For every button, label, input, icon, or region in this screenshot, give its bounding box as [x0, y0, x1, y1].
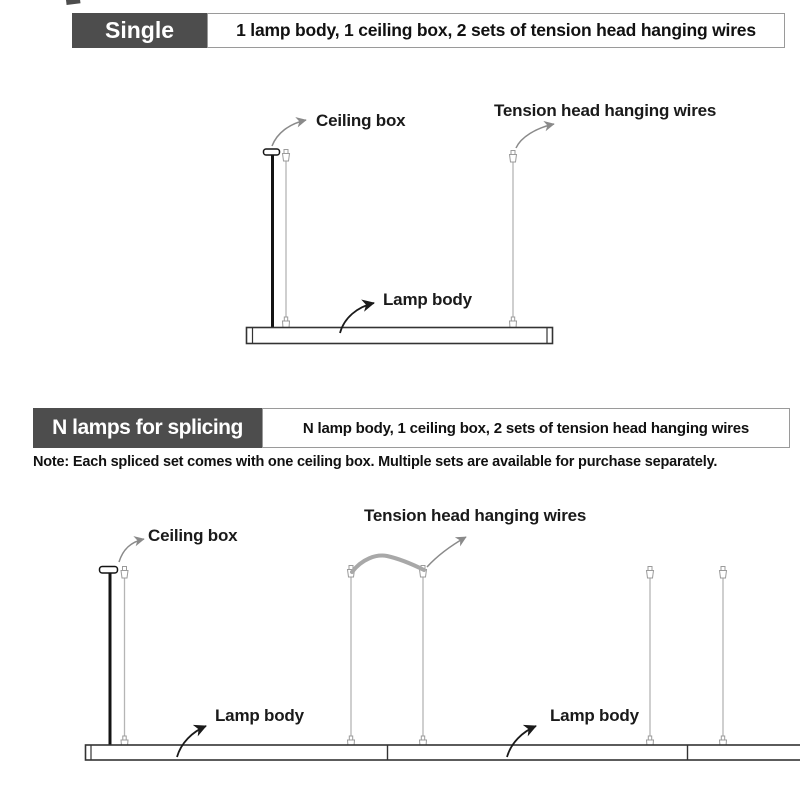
splicing-note: Note: Each spliced set comes with one ceiling box. Multiple sets are available for purchase separately. [33, 454, 718, 470]
spliced-lamp-body-icon [86, 745, 800, 760]
corner-print-mark [66, 0, 81, 5]
ceiling-box-icon [100, 567, 118, 747]
ceiling-box-arrow [119, 539, 144, 562]
tension-wire-icon [283, 150, 290, 329]
splicing-diagram [86, 537, 800, 760]
splicing-lamp-body-right-label: Lamp body [550, 706, 639, 725]
splicing-tension-wires-label: Tension head hanging wires [364, 506, 587, 525]
single-lamp-body-label: Lamp body [383, 290, 472, 309]
tension-wire-icon [647, 567, 654, 747]
splicing-title-text: N lamps for splicing [52, 416, 243, 439]
lamp-body-icon [247, 328, 553, 344]
single-title-text: Single [104, 17, 174, 43]
single-ceiling-box-label: Ceiling box [316, 111, 406, 130]
splicing-description-text: N lamp body, 1 ceiling box, 2 sets of tension head hanging wires [302, 419, 750, 437]
splicing-ceiling-box-label: Ceiling box [148, 526, 238, 545]
ceiling-box-arrow [272, 120, 306, 146]
tension-wire-icon [510, 151, 517, 329]
single-description-text: 1 lamp body, 1 ceiling box, 2 sets of tension head hanging wires [236, 20, 756, 40]
tension-wire-icon [348, 566, 355, 747]
tension-wires-arrow [516, 124, 554, 148]
tension-wires-brace [352, 556, 424, 572]
tension-wires-arrow [427, 537, 466, 567]
ceiling-box-icon [264, 149, 280, 328]
tension-wire-icon [420, 566, 427, 747]
single-diagram [247, 120, 555, 344]
splicing-lamp-body-left-label: Lamp body [215, 706, 304, 725]
single-tension-wires-label: Tension head hanging wires [494, 101, 717, 120]
tension-wire-icon [720, 567, 727, 747]
tension-wire-icon [121, 567, 128, 747]
